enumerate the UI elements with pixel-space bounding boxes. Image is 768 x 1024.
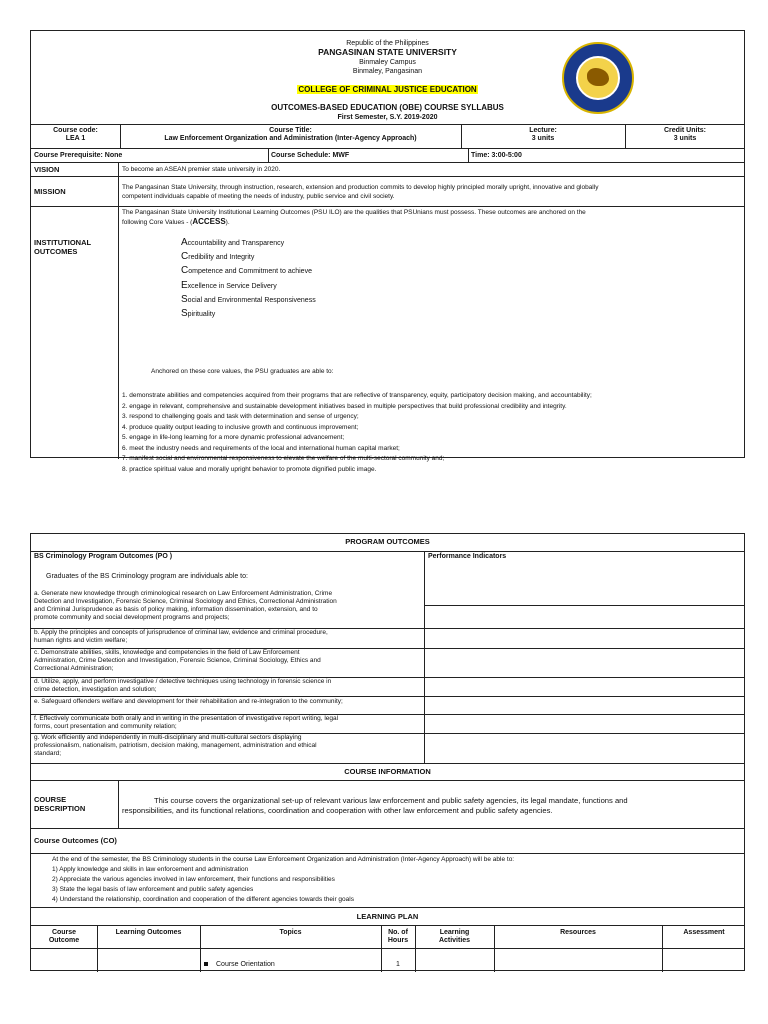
course-outcome-item: 4) Understand the relationship, coordination and cooperation of the different agencies towards their goals [52, 896, 354, 903]
core-values-list [181, 237, 316, 322]
ilo-list [122, 392, 742, 476]
learning-plan-title-row [31, 907, 744, 926]
hours-cell: 1 [396, 961, 400, 968]
credit-units: 3 units [673, 135, 697, 142]
header-resources: Resources [560, 929, 596, 936]
course-time: Time: 3:00-5:00 [471, 152, 522, 159]
po-header: BS Criminology Program Outcomes (PO ) [34, 553, 173, 560]
vision-text: To become an ASEAN premier state university in 2020. [122, 166, 281, 173]
ilo-item: 2. engage in relevant, comprehensive and sustainable development initiatives based in multiple perspectives that build professional credibility and integrity. [122, 402, 567, 410]
course-outcomes-intro: At the end of the semester, the BS Criminology students in the course Law Enforcement Organization and Administration (Inter-Agency Approach) will be able to: [52, 856, 515, 863]
course-schedule: Course Schedule: MWF [271, 152, 350, 159]
course-description-line2: responsibilities, and its functional relations, coordination and cooperation with other law enforcement and public safety agencies. [122, 806, 553, 815]
ilo-intro-line2-c: ). [225, 219, 230, 226]
college-name: COLLEGE OF CRIMINAL JUSTICE EDUCATION [298, 85, 477, 94]
ilo-item: 7. manifest social and environmental responsiveness to elevate the welfare of the multi-sectoral community and; [122, 455, 445, 462]
program-outcomes-grid [31, 551, 744, 764]
po-e: e. Safeguard offenders welfare and development for their rehabilitation and re-integration to the community; [34, 698, 343, 705]
core-value-item: Social and Environmental Responsiveness [181, 293, 316, 305]
po-c: c. Demonstrate abilities, skills, knowledge and competencies in the field of Law Enforcement Administration, Crime Detection and Investigation, Forensic Science, Criminal Sociology, Ethics and Correctional Administration; [34, 649, 321, 672]
prerequisite-row [31, 148, 744, 163]
po-d: d. Utilize, apply, and perform investigative / detective techniques using technology in forensic science in crime detection, investigation and solution; [34, 678, 332, 693]
course-information-title: COURSE INFORMATION [344, 767, 431, 776]
course-information-row [31, 763, 744, 781]
address-text: Binmaley, Pangasinan [352, 68, 423, 75]
outcomes-label: OUTCOMES [34, 247, 78, 256]
header-learning-outcomes: Learning Outcomes [115, 929, 182, 936]
header-assessment: Assessment [683, 929, 725, 936]
course-outcomes-row [31, 828, 744, 854]
campus-text: Binmaley Campus [359, 59, 416, 66]
ilo-item: 1. demonstrate abilities and competencies acquired from their programs that are reflective of transparency, equity, participatory decision making, and accountability; [122, 392, 592, 399]
course-prerequisite: Course Prerequisite: None [34, 152, 123, 159]
course-title: Law Enforcement Organization and Administration (Inter-Agency Approach) [164, 135, 417, 142]
course-description-row [31, 780, 744, 829]
ilo-intro-line2 [122, 218, 230, 227]
po-b: b. Apply the principles and concepts of jurisprudence of criminal law, evidence and criminal procedure, human rights and victim welfare; [34, 629, 328, 644]
mission-row [31, 176, 744, 207]
access-acronym: ACCESS [192, 217, 226, 226]
po-intro: Graduates of the BS Criminology program are individuals able to: [46, 573, 248, 580]
header-course-outcome: Course Outcome [48, 929, 80, 944]
course-outcomes-label: Course Outcomes (CO) [34, 836, 117, 845]
course-row [31, 124, 744, 149]
university-name: PANGASINAN STATE UNIVERSITY [318, 47, 457, 57]
lecture-units: 3 units [531, 135, 555, 142]
ilo-item: 4. produce quality output leading to inclusive growth and continuous improvement; [122, 423, 359, 431]
po-f: f. Effectively communicate both orally and in writing in the presentation of investigative report writing, legal forms, court presentation and community relation; [34, 715, 339, 730]
institutional-label: INSTITUTIONAL [34, 238, 92, 247]
description-label: DESCRIPTION [34, 804, 86, 813]
core-value-item: Competence and Commitment to achieve [181, 265, 312, 277]
topic-cell [204, 961, 275, 969]
core-value-item: Accountability and Transparency [181, 237, 285, 248]
semester-text: First Semester, S.Y. 2019-2020 [337, 114, 438, 121]
mission-text-line2: competent individuals capable of meeting the needs of industry, public service and civil society. [122, 193, 395, 200]
course-description-line1: This course covers the organizational set-up of relevant various law enforcement and public safety agencies, its legal mandate, functions and [154, 796, 628, 805]
performance-indicators-header: Performance Indicators [428, 553, 507, 560]
ilo-item: 8. practice spiritual value and morally upright behavior to promote dignified public image. [122, 465, 377, 473]
syllabus-header-table [30, 30, 745, 473]
course-label: COURSE [34, 795, 67, 804]
anchored-text: Anchored on these core values, the PSU graduates are able to: [151, 368, 334, 375]
ilo-intro-line2-a: following Core Values - ( [122, 219, 193, 226]
course-outcome-item: 2) Appreciate the various agencies involved in law enforcement, their functions and responsibilities [52, 876, 335, 883]
republic-text: Republic of the Philippines [346, 40, 429, 47]
core-value-item: Spirituality [181, 307, 216, 319]
mission-label: MISSION [34, 187, 66, 196]
header-topics: Topics [279, 929, 302, 936]
syllabus-title: OUTCOMES-BASED EDUCATION (OBE) COURSE SYLLABUS [271, 103, 504, 112]
core-value-item: Excellence in Service Delivery [181, 279, 277, 291]
course-outcomes-list-row [31, 853, 744, 908]
learning-plan-title: LEARNING PLAN [356, 912, 419, 921]
bullet-icon [204, 962, 208, 966]
ilo-intro-line1: The Pangasinan State University Institutional Learning Outcomes (PSU ILO) are the qualities that PSUnians must possess. These outcomes are anchored on the [122, 209, 586, 216]
course-outcome-item: 3) State the legal basis of law enforcement and public safety agencies [52, 886, 254, 893]
vision-label: VISION [34, 165, 60, 174]
course-outcome-item: 1) Apply knowledge and skills in law enforcement and administration [52, 866, 249, 873]
ilo-item: 6. meet the industry needs and requirements of the local and international human capital market; [122, 444, 400, 452]
core-value-item: Credibility and Integrity [181, 251, 255, 263]
university-seal-logo [562, 42, 634, 114]
po-g: g. Work efficiently and independently in multi-disciplinary and multi-cultural sectors displaying professionalism, nationalism, patriotism, decision making, management, administration and ethical standard; [34, 734, 317, 757]
institutional-outcomes-row [31, 206, 744, 473]
ilo-item: 5. engage in life-long learning for a more dynamic professional advancement; [122, 434, 345, 441]
credit-units-label: Credit Units: [664, 127, 706, 134]
vision-row [31, 162, 744, 177]
mission-text-line1: The Pangasinan State University, through instruction, research, extension and production commits to develop highly principled morally upright, innovative and globally [122, 184, 599, 191]
po-a: a. Generate new knowledge through criminological research on Law Enforcement Administration, Crime Detection and Investigation, Forensic Science, Criminal Sociology and Ethics, Correctional Administration and Criminal Jurisprudence as basis of policy making, information dissemination, extension, and to promote community and social development programs and projects; [34, 590, 337, 621]
learning-plan-table [31, 925, 744, 972]
topic-course-orientation: Course Orientation [216, 961, 275, 968]
program-outcomes-table [30, 533, 745, 971]
course-code: LEA 1 [65, 135, 86, 142]
course-code-label: Course code: [53, 127, 98, 134]
ilo-item: 3. respond to challenging goals and task with determination and sense of urgency; [122, 413, 359, 420]
lecture-label: Lecture: [529, 127, 557, 134]
program-outcomes-title: PROGRAM OUTCOMES [345, 537, 430, 546]
header-hours: No. of Hours [387, 929, 409, 944]
header-activities: Learning Activities [438, 929, 471, 944]
course-title-label: Course Title: [269, 127, 312, 134]
